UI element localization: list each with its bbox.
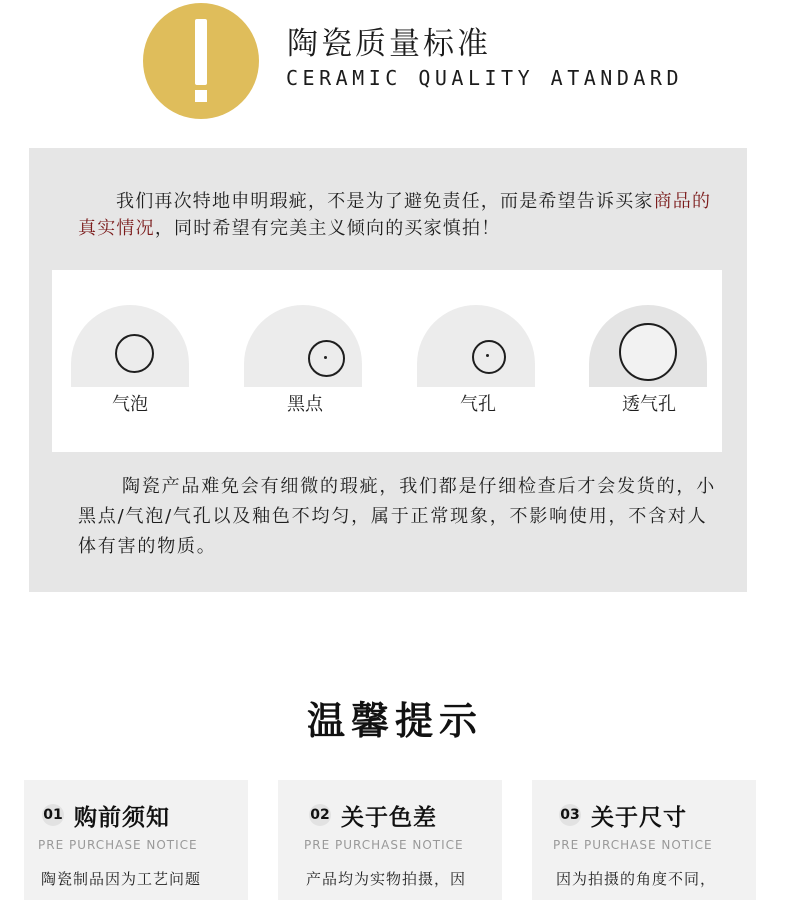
- notice-text: 我们再次特地申明瑕疵，不是为了避免责任，而是希望告诉买家: [116, 191, 654, 212]
- tip-number: 01: [42, 804, 64, 826]
- defect-label-vent-hole: 透气孔: [622, 394, 676, 415]
- notice-highlight: 商品的真实情况: [78, 191, 712, 239]
- black-dot-mark: [324, 356, 327, 359]
- pore-mark: [486, 354, 489, 357]
- bubble-circle-icon: [115, 334, 154, 373]
- tip-text: 陶瓷制品因为工艺问题: [41, 870, 202, 888]
- exclamation-badge-icon: [143, 3, 259, 119]
- tips-heading: 温馨提示: [306, 699, 483, 743]
- defect-label-pore: 气孔: [460, 394, 496, 415]
- page-subtitle: CERAMIC QUALITY ATANDARD: [286, 66, 683, 90]
- tip-title: 关于尺寸: [591, 805, 687, 831]
- exclamation-dot: [195, 90, 207, 102]
- defect-label-black-dot: 黑点: [287, 394, 323, 415]
- vent-hole-circle-icon: [619, 323, 677, 381]
- defect-label-bubble: 气泡: [112, 394, 148, 415]
- page-title: 陶瓷质量标准: [287, 26, 491, 62]
- tip-subtitle: PRE PURCHASE NOTICE: [553, 838, 713, 852]
- tip-text: 产品均为实物拍摄，因: [306, 870, 467, 888]
- notice-text-end: ，同时希望有完美主义倾向的买家慎拍！: [154, 218, 501, 239]
- exclamation-bar: [195, 19, 207, 85]
- tip-subtitle: PRE PURCHASE NOTICE: [304, 838, 464, 852]
- notice-paragraph-2: 陶瓷产品难免会有细微的瑕疵，我们都是仔细检查后才会发货的，小黑点/气泡/气孔以及釉色不均匀，属于正常现象，不影响使用，不含对人体有害的物质。: [78, 476, 716, 557]
- tip-title: 关于色差: [341, 805, 437, 831]
- tip-title: 购前须知: [74, 805, 170, 831]
- tip-number: 03: [559, 804, 581, 826]
- tip-number: 02: [309, 804, 331, 826]
- tip-subtitle: PRE PURCHASE NOTICE: [38, 838, 198, 852]
- pore-circle-icon: [472, 340, 506, 374]
- tip-text: 因为拍摄的角度不同，: [556, 870, 717, 888]
- notice-paragraph-1: [78, 188, 718, 242]
